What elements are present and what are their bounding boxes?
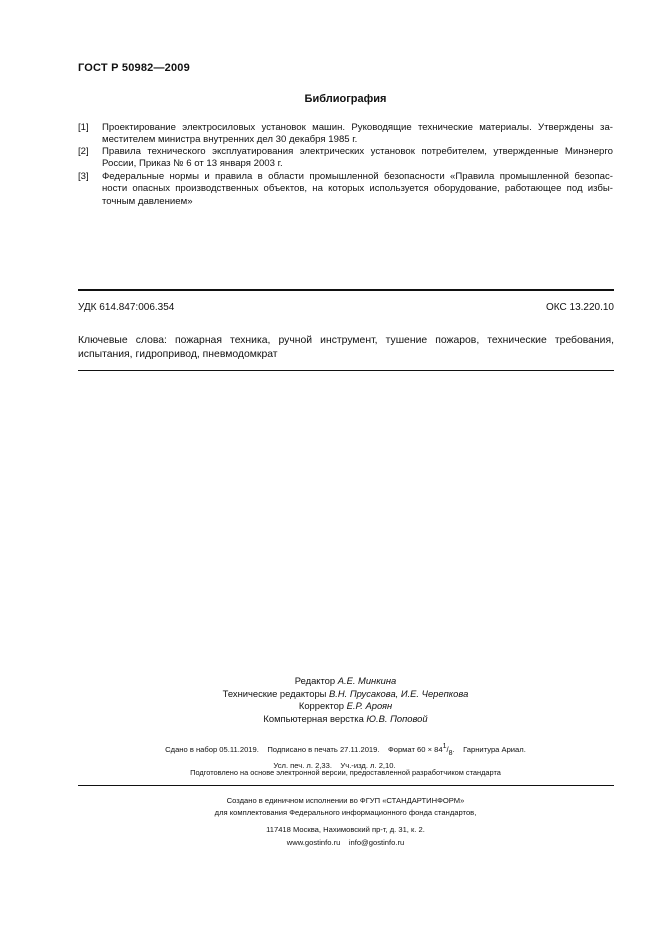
credit-layout-label: Компьютерная верстка [263, 712, 364, 724]
print-sheets: Усл. печ. л. 2,33. [273, 761, 332, 771]
prepared-note [0, 768, 661, 777]
divider-top [78, 289, 614, 291]
publication-sheets: Уч.-изд. л. 2,10. [340, 761, 396, 771]
oks-code: ОКС 13.220.10 [546, 302, 614, 313]
publisher-line: Создано в единичном исполнении во ФГУП «СТАНДАРТИНФОРМ» [226, 796, 465, 805]
credit-corrector-label: Корректор [298, 700, 345, 712]
divider-bottom [78, 785, 614, 786]
prepared-note-text: Подготовлено на основе электронной версии, предоставленной разработчиком стандарта [190, 768, 501, 777]
credit-tech-label: Технические редакторы [222, 687, 327, 699]
keywords-line: Ключевые слова: пожарная техника, ручной инструмент, тушение пожаров, технические требования, [78, 335, 614, 346]
bibliography-entry [78, 171, 618, 211]
bibliography-entry-line: ности опасных производственных объектов, на которых используется оборудование, работающее под избы- [102, 183, 613, 195]
document-id: ГОСТ Р 50982—2009 [78, 62, 190, 74]
credit-layout-name: Ю.В. Поповой [366, 712, 428, 724]
keywords-line: испытания, гидропривод, пневмодомкрат [78, 349, 278, 360]
print-format-denominator: 8 [448, 750, 453, 757]
credit-editor [30, 675, 661, 688]
publisher-contacts [30, 837, 661, 849]
bibliography-entry-text [102, 171, 613, 208]
bibliography-entry-number: [1] [78, 122, 89, 133]
print-typeface: Гарнитура Ариал. [463, 745, 526, 754]
bibliography-entry-line: России, Приказ № 6 от 13 января 2003 г. [102, 158, 283, 170]
bibliography-entry-line: местителем министра внутренних дел 30 декабря 1985 г. [102, 134, 358, 146]
credit-editor-name: А.Е. Минкина [337, 675, 397, 686]
publisher-email: info@gostinfo.ru [348, 837, 405, 847]
print-format-numerator: 1 [442, 743, 447, 750]
credit-corrector [30, 700, 661, 713]
bibliography-entry-number: [2] [78, 146, 89, 157]
print-submitted: Сдано в набор 05.11.2019. [165, 745, 259, 754]
bibliography-entry-line: Федеральные нормы и правила в области промышленной безопасности «Правила промышленной безопас- [102, 171, 613, 182]
bibliography-entry-line: Правила технического эксплуатирования электрических установок потребителем, утвержденные Минэнерго [102, 146, 613, 157]
divider-keywords [78, 370, 614, 371]
publisher-block [0, 795, 661, 849]
print-info-row [30, 741, 661, 760]
bibliography-entry [78, 122, 618, 148]
bibliography-title-text: Библиография [304, 93, 387, 105]
credits-block [0, 675, 661, 725]
credit-tech-names: В.Н. Прусакова, И.Е. Черепкова [329, 687, 469, 699]
bibliography-entry-line: Проектирование электросиловых установок машин. Руководящие технические материалы. Утверждены за- [102, 122, 613, 133]
credit-layout [30, 713, 661, 726]
print-format: Формат $60 \times 84^1/_8$. [387, 743, 455, 757]
udk-code: УДК 614.847:006.354 [78, 302, 175, 313]
publisher-address: 117418 Москва, Нахимовский пр-т, д. 31, к. 2. [266, 825, 425, 835]
bibliography-title [0, 93, 661, 105]
print-signed: Подписано в печать 27.11.2019. [267, 745, 380, 754]
publisher-website: www.gostinfo.ru [286, 837, 341, 847]
publisher-line: для комплектования Федерального информационного фонда стандартов, [214, 808, 477, 818]
bibliography-entry-line: точным давлением» [102, 195, 193, 207]
bibliography-entry [78, 146, 618, 172]
keywords [78, 334, 614, 362]
bibliography-entry-number: [3] [78, 171, 89, 182]
credit-tech-editors [30, 688, 661, 701]
credit-editor-label: Редактор [294, 675, 336, 686]
bibliography-entry-text [102, 122, 613, 147]
bibliography-entry-text [102, 146, 613, 171]
credit-corrector-name: Е.Р. Ароян [346, 700, 393, 712]
